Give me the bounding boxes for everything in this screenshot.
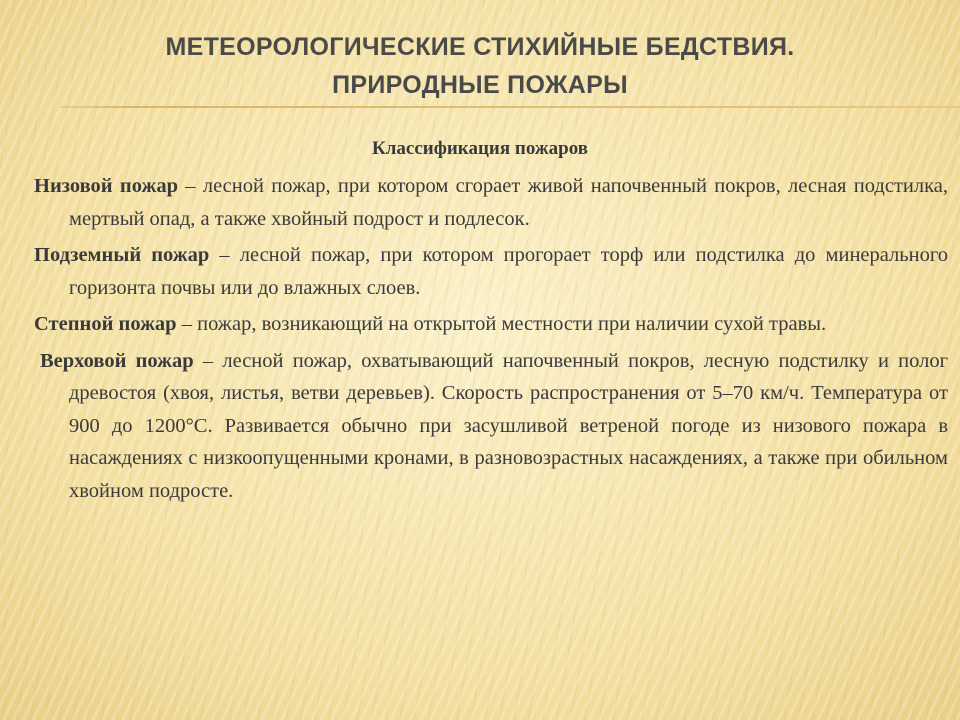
list-item-steppe-fire	[34, 308, 948, 341]
term-crown-fire: Верховой пожар	[40, 349, 194, 372]
term-ground-fire: Низовой пожар	[34, 175, 178, 197]
definition-steppe-fire: – пожар, возникающий на открытой местности при наличии сухой травы.	[176, 313, 827, 335]
slide-title-line-1: МЕТЕОРОЛОГИЧЕСКИЕ СТИХИЙНЫЕ БЕДСТВИЯ.	[165, 33, 795, 61]
definition-crown-fire: – лесной пожар, охватывающий напочвенный покров, лесную подстилку и полог древостоя (хвоя, листья, ветви деревьев). Скорость распространения от 5–70 км/ч. Температура от 900 до 1200°С. Развивается обычно при засушливой ветреной погоде из низового пожара в насаждениях с низкоопущенными кронами, в разновозрастных насаждениях, а также при обильном хвойном подросте.	[69, 349, 948, 502]
slide-title-line-2: ПРИРОДНЫЕ ПОЖАРЫ	[332, 71, 628, 99]
list-item-underground-fire	[34, 239, 948, 304]
title-divider	[60, 106, 960, 108]
definition-ground-fire: – лесной пожар, при котором сгорает живой напочвенный покров, лесная подстилка, мертвый опад, а также хвойный подрост и подлесок.	[69, 175, 948, 230]
list-item-ground-fire	[34, 170, 948, 235]
section-subtitle: Классификация пожаров	[371, 138, 589, 159]
list-item-crown-fire	[34, 345, 948, 508]
fire-classification-list	[34, 170, 948, 511]
term-steppe-fire: Степной пожар	[34, 313, 177, 335]
slide-title	[40, 28, 920, 104]
term-underground-fire: Подземный пожар	[34, 244, 210, 266]
definition-underground-fire: – лесной пожар, при котором прогорает торф или подстилка до минерального горизонта почвы или до влажных слоев.	[69, 244, 948, 299]
